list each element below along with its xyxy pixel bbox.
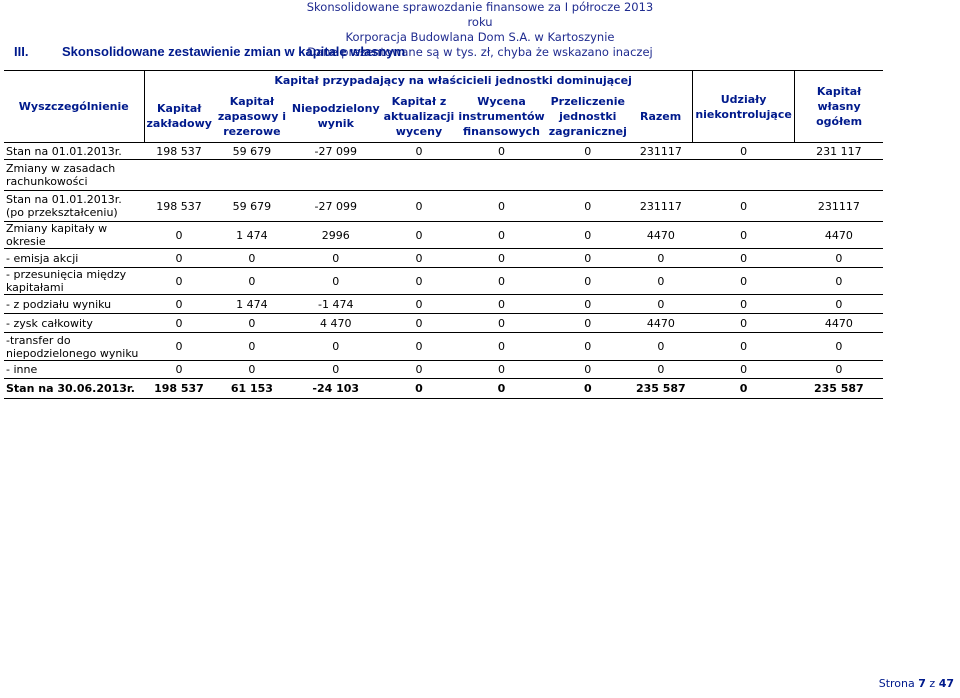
cell-c7: 235 587 <box>629 379 693 399</box>
cell-c6: 0 <box>547 222 629 249</box>
cell-c4: 0 <box>382 361 457 379</box>
cell-c8: 0 <box>693 361 795 379</box>
cell-c3: 0 <box>290 333 382 361</box>
cell-c8: 0 <box>693 143 795 160</box>
cell-c2: 0 <box>214 249 290 268</box>
cell-c7: 0 <box>629 295 693 314</box>
cell-c9: 231 117 <box>794 143 883 160</box>
cell-c6: 0 <box>547 314 629 333</box>
cell-c1: 0 <box>144 361 214 379</box>
cell-c7: 4470 <box>629 222 693 249</box>
cell-c2: 0 <box>214 314 290 333</box>
col-header-c2: Kapitał zapasowy i rezerowe <box>217 94 286 138</box>
table-row <box>4 361 883 379</box>
section-title: Skonsolidowane zestawienie zmian w kapitale własnym <box>62 44 406 59</box>
cell-c9 <box>794 160 883 191</box>
cell-c5: 0 <box>456 268 546 295</box>
cell-c8: 0 <box>693 222 795 249</box>
table-row <box>4 191 883 222</box>
cell-c9: 235 587 <box>794 379 883 399</box>
cell-c7: 231117 <box>629 191 693 222</box>
table-row <box>4 160 883 191</box>
cell-c5 <box>456 160 546 191</box>
cell-c7: 4470 <box>629 314 693 333</box>
row-label: Stan na 01.01.2013r. (po przekształceniu) <box>4 191 144 222</box>
cell-c2: 0 <box>214 333 290 361</box>
cell-c7: 0 <box>629 268 693 295</box>
cell-c5: 0 <box>456 333 546 361</box>
cell-c2: 61 153 <box>214 379 290 399</box>
col-header-c9: Kapitał własny ogółem <box>794 71 883 143</box>
cell-c4: 0 <box>382 379 457 399</box>
cell-c4: 0 <box>382 191 457 222</box>
cell-c3: -24 103 <box>290 379 382 399</box>
cell-c9: 4470 <box>794 222 883 249</box>
col-header-c4: Kapitał z aktualizacji wyceny <box>383 94 455 138</box>
cell-c3: 0 <box>290 361 382 379</box>
col-header-desc: Wyszczególnienie <box>4 71 144 143</box>
cell-c5: 0 <box>456 191 546 222</box>
cell-c7: 0 <box>629 361 693 379</box>
cell-c4: 0 <box>382 249 457 268</box>
cell-c1: 0 <box>144 314 214 333</box>
cell-c1: 0 <box>144 268 214 295</box>
col-header-c6: Przeliczenie jednostki zagranicznej <box>548 94 627 138</box>
cell-c3: -1 474 <box>290 295 382 314</box>
cell-c8: 0 <box>693 314 795 333</box>
cell-c6: 0 <box>547 333 629 361</box>
cell-c8: 0 <box>693 295 795 314</box>
cell-c9: 0 <box>794 333 883 361</box>
cell-c5: 0 <box>456 222 546 249</box>
equity-changes-table <box>4 70 883 399</box>
cell-c9: 231117 <box>794 191 883 222</box>
cell-c4: 0 <box>382 333 457 361</box>
cell-c4: 0 <box>382 222 457 249</box>
col-header-c3: Niepodzielony wynik <box>291 102 380 131</box>
cell-c3: 0 <box>290 268 382 295</box>
cell-c1: 0 <box>144 222 214 249</box>
cell-c3 <box>290 160 382 191</box>
cell-c1: 198 537 <box>144 379 214 399</box>
col-header-c8: Udziały niekontrolujące <box>693 71 795 143</box>
cell-c3: 4 470 <box>290 314 382 333</box>
table-row <box>4 295 883 314</box>
cell-c3: 2996 <box>290 222 382 249</box>
table-row <box>4 249 883 268</box>
cell-c9: 0 <box>794 249 883 268</box>
table-row <box>4 379 883 399</box>
cell-c1 <box>144 160 214 191</box>
cell-c8: 0 <box>693 249 795 268</box>
page-number: 7 <box>918 677 926 690</box>
col-header-c1: Kapitał zakładowy <box>144 91 214 143</box>
row-label: - przesunięcia między kapitałami <box>4 268 144 295</box>
cell-c6: 0 <box>547 268 629 295</box>
cell-c1: 198 537 <box>144 143 214 160</box>
cell-c1: 0 <box>144 249 214 268</box>
section-number: III. <box>14 44 29 59</box>
cell-c2: 0 <box>214 361 290 379</box>
cell-c2: 59 679 <box>214 143 290 160</box>
cell-c4 <box>382 160 457 191</box>
cell-c1: 0 <box>144 333 214 361</box>
cell-c6: 0 <box>547 361 629 379</box>
cell-c4: 0 <box>382 295 457 314</box>
cell-c3: -27 099 <box>290 191 382 222</box>
cell-c6: 0 <box>547 249 629 268</box>
cell-c5: 0 <box>456 314 546 333</box>
cell-c8 <box>693 160 795 191</box>
cell-c8: 0 <box>693 191 795 222</box>
table-row <box>4 314 883 333</box>
cell-c9: 0 <box>794 268 883 295</box>
cell-c6: 0 <box>547 191 629 222</box>
row-label: -transfer do niepodzielonego wyniku <box>4 333 144 361</box>
cell-c1: 198 537 <box>144 191 214 222</box>
cell-c2: 1 474 <box>214 222 290 249</box>
row-label: Stan na 01.01.2013r. <box>4 143 144 160</box>
cell-c7: 0 <box>629 333 693 361</box>
cell-c4: 0 <box>382 314 457 333</box>
col-header-c7: Razem <box>639 109 682 123</box>
header-line-2: Korporacja Budowlana Dom S.A. w Kartoszynie <box>345 30 615 44</box>
row-label: - z podziału wyniku <box>4 295 144 314</box>
header-line-1: Skonsolidowane sprawozdanie finansowe za I półrocze 2013 roku <box>306 0 654 29</box>
row-label: Stan na 30.06.2013r. <box>4 379 144 399</box>
col-header-c5: Wycena instrumentów finansowych <box>458 94 545 138</box>
cell-c5: 0 <box>456 249 546 268</box>
header-line-3: Dane prezentowane są w tys. zł, chyba że wskazano inaczej <box>307 45 653 59</box>
cell-c7: 231117 <box>629 143 693 160</box>
cell-c2 <box>214 160 290 191</box>
cell-c6: 0 <box>547 143 629 160</box>
cell-c4: 0 <box>382 268 457 295</box>
cell-c2: 0 <box>214 268 290 295</box>
cell-c9: 0 <box>794 295 883 314</box>
cell-c5: 0 <box>456 379 546 399</box>
cell-c5: 0 <box>456 295 546 314</box>
cell-c9: 4470 <box>794 314 883 333</box>
cell-c2: 59 679 <box>214 191 290 222</box>
col-header-group: Kapitał przypadający na właścicieli jednostki dominującej <box>214 71 693 91</box>
cell-c7 <box>629 160 693 191</box>
row-label: - inne <box>4 361 144 379</box>
cell-c1: 0 <box>144 295 214 314</box>
cell-c7: 0 <box>629 249 693 268</box>
row-label: - zysk całkowity <box>4 314 144 333</box>
page-footer <box>879 677 954 690</box>
cell-c3: -27 099 <box>290 143 382 160</box>
cell-c2: 1 474 <box>214 295 290 314</box>
cell-c6: 0 <box>547 295 629 314</box>
cell-c6 <box>547 160 629 191</box>
cell-c6: 0 <box>547 379 629 399</box>
row-label: - emisja akcji <box>4 249 144 268</box>
cell-c4: 0 <box>382 143 457 160</box>
page-prefix: Strona <box>878 677 915 690</box>
table-row <box>4 333 883 361</box>
row-label: Zmiany w zasadach rachunkowości <box>4 160 144 191</box>
cell-c5: 0 <box>456 361 546 379</box>
cell-c8: 0 <box>693 333 795 361</box>
cell-c8: 0 <box>693 379 795 399</box>
table-row <box>4 143 883 160</box>
page-sep: z <box>929 677 936 690</box>
cell-c3: 0 <box>290 249 382 268</box>
table-row <box>4 268 883 295</box>
cell-c9: 0 <box>794 361 883 379</box>
cell-c8: 0 <box>693 268 795 295</box>
table-row <box>4 222 883 249</box>
page-total: 47 <box>938 677 954 690</box>
cell-c5: 0 <box>456 143 546 160</box>
row-label: Zmiany kapitały w okresie <box>4 222 144 249</box>
